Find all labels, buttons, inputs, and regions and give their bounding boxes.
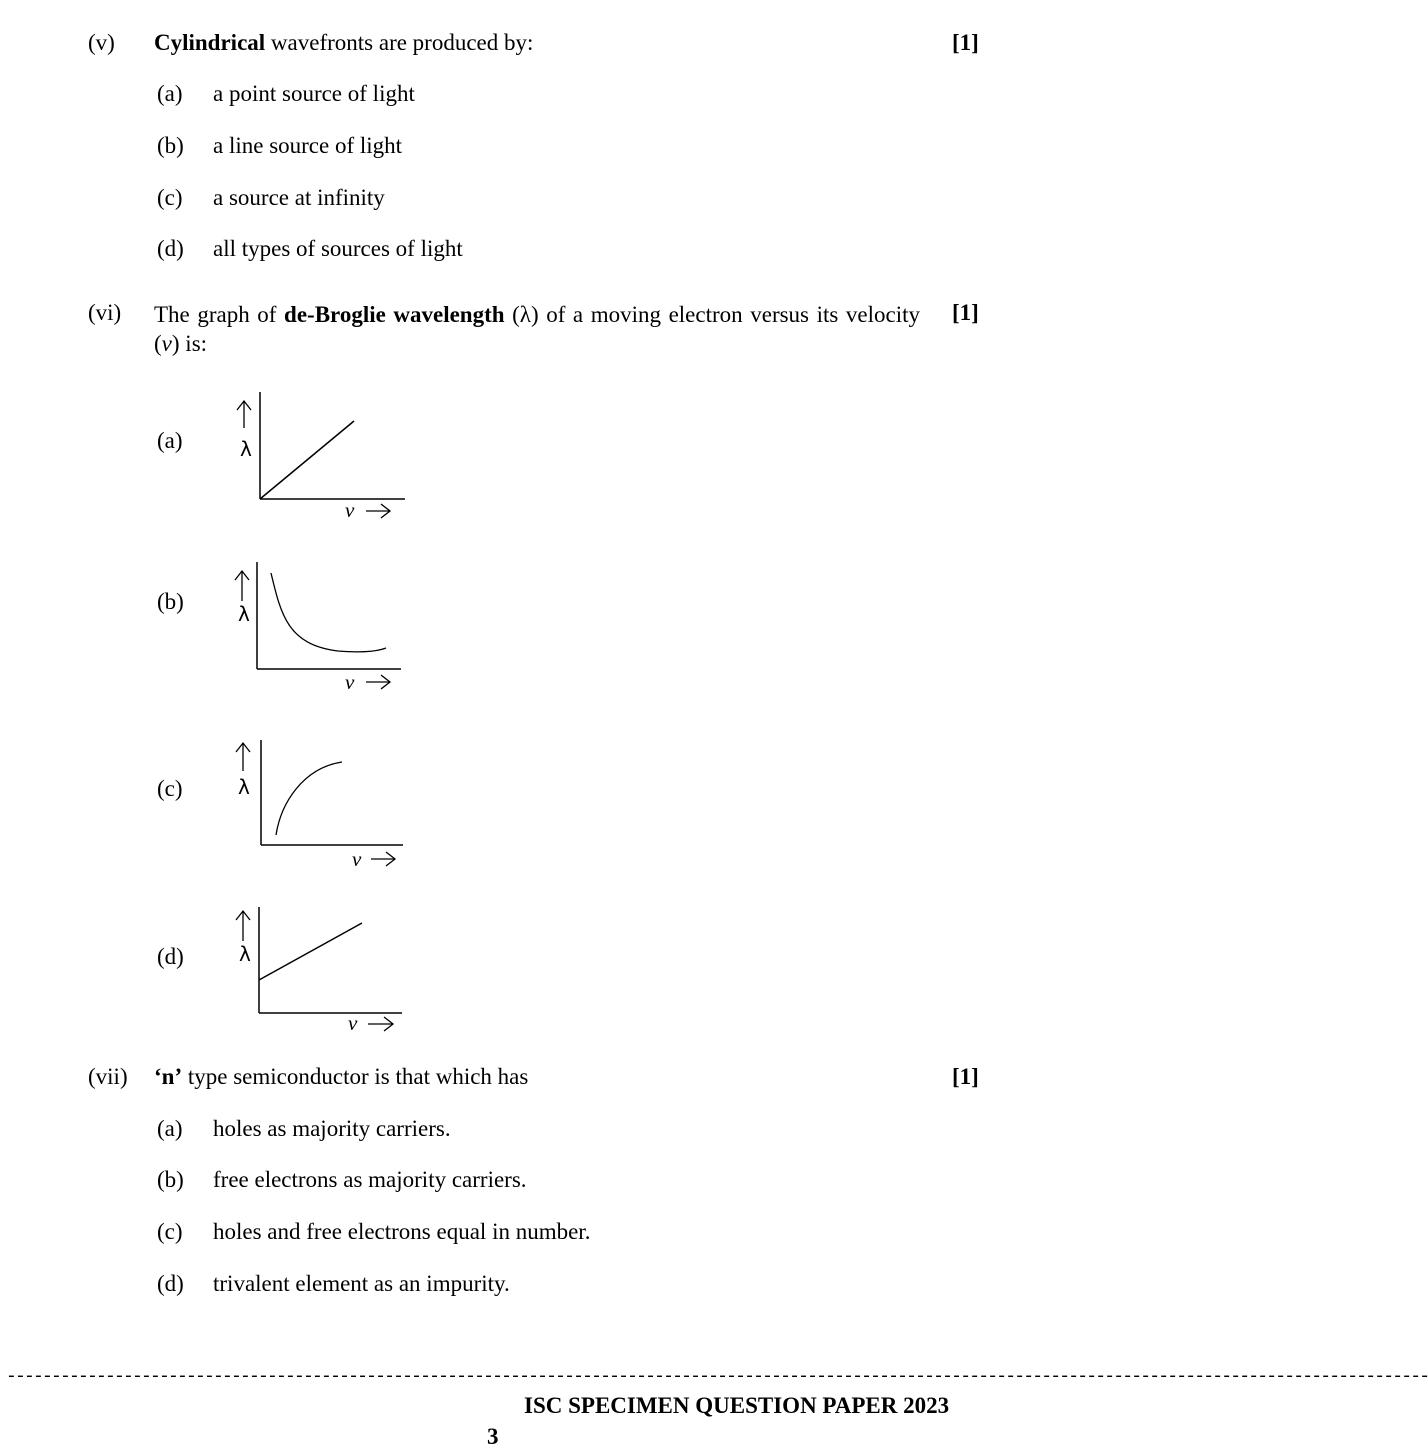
question-number: (vii) bbox=[88, 1064, 128, 1089]
graph-option-a bbox=[228, 390, 408, 525]
question-stem bbox=[154, 300, 920, 358]
option-label: (b) bbox=[157, 589, 184, 614]
stem-bold: ‘n’ bbox=[154, 1064, 183, 1089]
up-arrow-icon bbox=[236, 911, 250, 941]
option-text: holes as majority carriers. bbox=[213, 1116, 451, 1141]
graph-option-b bbox=[228, 560, 408, 695]
graph-b-svg bbox=[228, 560, 408, 695]
option-label: (c) bbox=[157, 1219, 183, 1244]
stem-text: ) is: bbox=[171, 331, 208, 356]
option-text: a source at infinity bbox=[213, 185, 385, 210]
stem-bold: Cylindrical bbox=[154, 30, 266, 55]
question-stem bbox=[154, 31, 533, 54]
option-label: (d) bbox=[157, 944, 184, 969]
graph-curve bbox=[271, 573, 386, 652]
x-axis-label: v bbox=[348, 1011, 358, 1035]
up-arrow-icon bbox=[237, 401, 251, 428]
option-label: (d) bbox=[157, 1271, 184, 1296]
stem-text: type semiconductor is that which has bbox=[182, 1064, 529, 1089]
option-label: (b) bbox=[157, 133, 184, 158]
option-text: free electrons as majority carriers. bbox=[213, 1167, 527, 1192]
footer-separator: -------------------------------------------------------------------------------------------------------------------------------------------------------------- bbox=[6, 1367, 1428, 1387]
stem-variable: v bbox=[161, 331, 172, 356]
option-text: a point source of light bbox=[213, 81, 415, 106]
option-label: (a) bbox=[157, 81, 183, 106]
question-stem bbox=[154, 1065, 528, 1088]
graph-a-svg bbox=[228, 390, 408, 525]
question-number: (v) bbox=[88, 30, 115, 55]
y-axis-label: λ bbox=[240, 437, 252, 461]
option-label: (a) bbox=[157, 428, 183, 453]
y-axis-label: λ bbox=[238, 602, 250, 626]
option-label: (b) bbox=[157, 1167, 184, 1192]
stem-text: (λ) of a moving electron versus its velocity ( bbox=[154, 302, 920, 356]
stem-text: wavefronts are produced by: bbox=[265, 30, 534, 55]
option-label: (c) bbox=[157, 776, 183, 801]
option-text: all types of sources of light bbox=[213, 236, 463, 261]
x-axis-label: v bbox=[345, 670, 355, 694]
stem-bold: de-Broglie wavelength bbox=[284, 302, 505, 327]
graph-option-d bbox=[228, 905, 408, 1040]
y-axis-label: λ bbox=[238, 775, 250, 799]
option-label: (d) bbox=[157, 236, 184, 261]
option-label: (a) bbox=[157, 1116, 183, 1141]
right-arrow-icon bbox=[366, 504, 390, 518]
right-arrow-icon bbox=[366, 675, 390, 689]
option-text: a line source of light bbox=[213, 133, 403, 158]
graph-c-svg bbox=[228, 738, 408, 873]
marks: [1] bbox=[952, 1064, 979, 1089]
page-number: 3 bbox=[487, 1424, 499, 1449]
right-arrow-icon bbox=[368, 1017, 393, 1031]
up-arrow-icon bbox=[235, 571, 249, 601]
graph-curve bbox=[276, 762, 342, 835]
option-text: trivalent element as an impurity. bbox=[213, 1271, 510, 1296]
graph-line bbox=[259, 923, 362, 980]
marks: [1] bbox=[952, 30, 979, 55]
right-arrow-icon bbox=[371, 852, 395, 866]
x-axis-label: v bbox=[345, 498, 355, 522]
graph-line bbox=[260, 421, 354, 499]
x-axis-label: v bbox=[352, 847, 362, 871]
graph-d-svg bbox=[228, 905, 408, 1040]
option-label: (c) bbox=[157, 185, 183, 210]
question-number: (vi) bbox=[88, 300, 122, 325]
footer-title: ISC SPECIMEN QUESTION PAPER 2023 bbox=[524, 1393, 950, 1418]
marks: [1] bbox=[952, 300, 979, 325]
stem-text: The graph of bbox=[154, 302, 285, 327]
option-text: holes and free electrons equal in number. bbox=[213, 1219, 591, 1244]
y-axis-label: λ bbox=[239, 942, 251, 966]
graph-option-c bbox=[228, 738, 408, 873]
up-arrow-icon bbox=[236, 743, 250, 771]
